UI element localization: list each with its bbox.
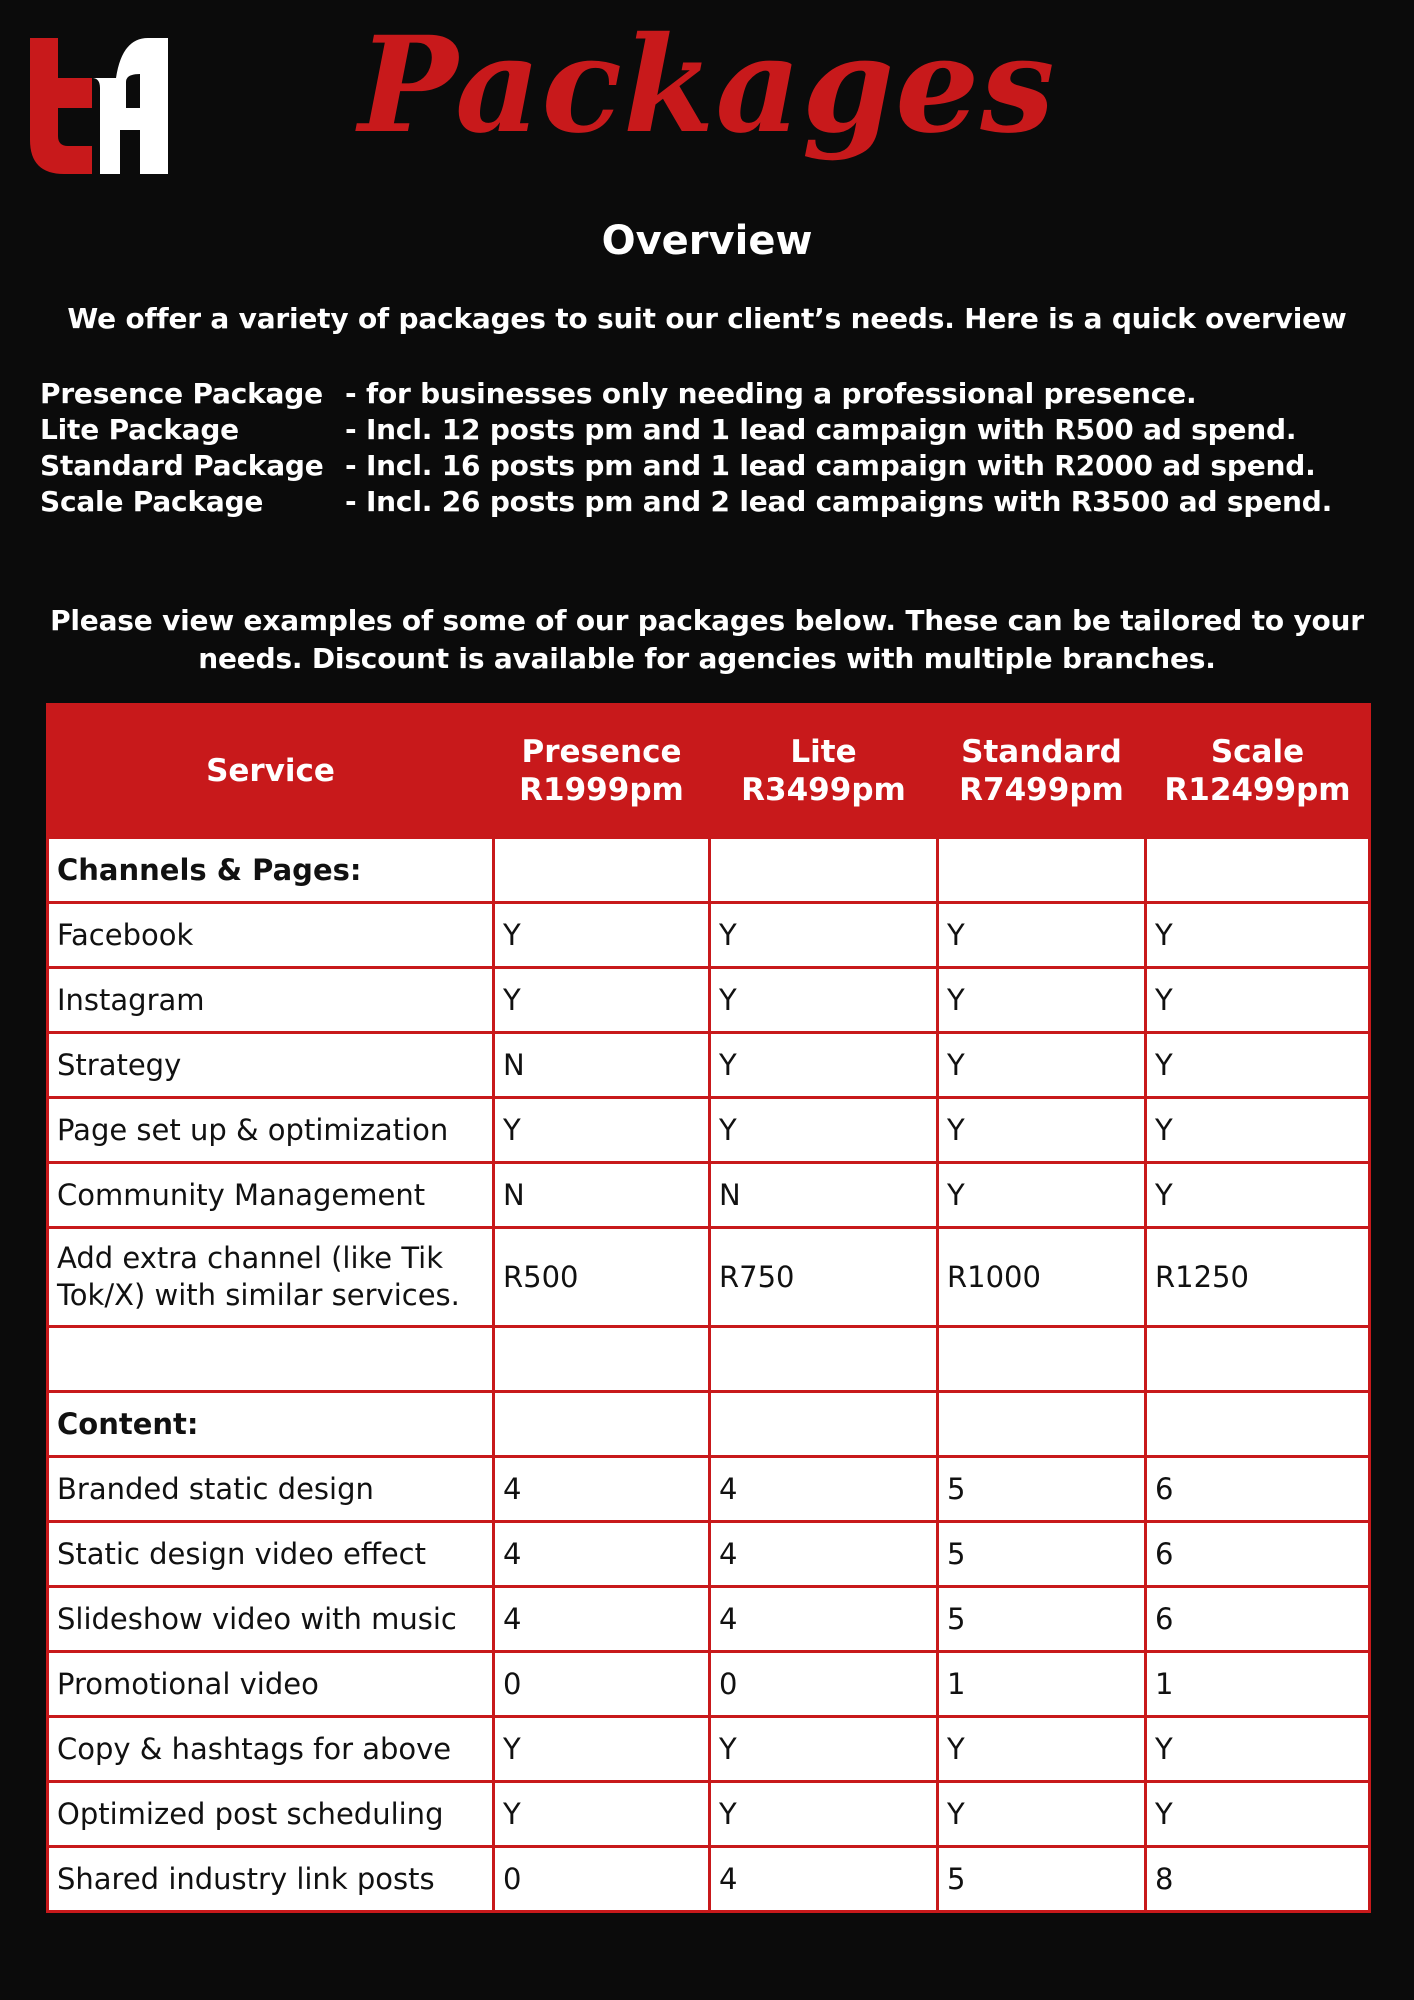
header-line: Standard: [961, 734, 1122, 770]
package-overview-item: [40, 448, 1332, 484]
package-value: [1146, 838, 1370, 903]
package-value: Y: [938, 1717, 1146, 1782]
package-value: Y: [938, 1782, 1146, 1847]
package-value: R1000: [938, 1228, 1146, 1327]
table-row: [48, 1587, 1370, 1652]
service-name: Static design video effect: [48, 1522, 494, 1587]
section-heading: Overview: [601, 218, 813, 264]
table-row: [48, 1717, 1370, 1782]
package-value: Y: [494, 1782, 710, 1847]
package-name: Scale Package: [40, 485, 264, 518]
package-description: - Incl. 16 posts pm and 1 lead campaign with R2000 ad spend.: [345, 449, 1316, 482]
package-value: Y: [1146, 903, 1370, 968]
column-header-package: [710, 705, 938, 838]
package-overview-list: [40, 376, 1332, 520]
package-value: Y: [938, 968, 1146, 1033]
package-value: 5: [938, 1587, 1146, 1652]
package-value: Y: [1146, 968, 1370, 1033]
package-value: R1250: [1146, 1228, 1370, 1327]
table-row: [48, 1163, 1370, 1228]
table-row: [48, 1228, 1370, 1327]
package-value: Y: [494, 1098, 710, 1163]
table-row: [48, 1098, 1370, 1163]
package-value: 5: [938, 1522, 1146, 1587]
package-value: Y: [494, 903, 710, 968]
package-value: Y: [1146, 1098, 1370, 1163]
package-value: 4: [710, 1522, 938, 1587]
column-header-service: [48, 705, 494, 838]
service-name: Shared industry link posts: [48, 1847, 494, 1912]
package-value: [1146, 1327, 1370, 1392]
service-name: [48, 1327, 494, 1392]
package-value: 4: [710, 1587, 938, 1652]
header-price: R1999pm: [519, 772, 684, 808]
package-value: [494, 1392, 710, 1457]
package-value: Y: [1146, 1717, 1370, 1782]
service-name: Branded static design: [48, 1457, 494, 1522]
package-name: Lite Package: [40, 413, 239, 446]
table-row: [48, 1457, 1370, 1522]
table-row: [48, 1782, 1370, 1847]
package-value: Y: [1146, 1782, 1370, 1847]
package-description: - Incl. 26 posts pm and 2 lead campaigns with R3500 ad spend.: [345, 485, 1333, 518]
package-value: [938, 1327, 1146, 1392]
column-header-package: [938, 705, 1146, 838]
package-value: Y: [710, 1098, 938, 1163]
table-row: [48, 1522, 1370, 1587]
package-value: 4: [494, 1457, 710, 1522]
service-name: Community Management: [48, 1163, 494, 1228]
service-name: Facebook: [48, 903, 494, 968]
package-value: [710, 1392, 938, 1457]
service-name: Optimized post scheduling: [48, 1782, 494, 1847]
service-name: Promotional video: [48, 1652, 494, 1717]
service-name: Strategy: [48, 1033, 494, 1098]
package-value: 4: [494, 1587, 710, 1652]
table-row: [48, 838, 1370, 903]
package-value: N: [494, 1033, 710, 1098]
package-value: 8: [1146, 1847, 1370, 1912]
packages-table: [46, 703, 1371, 1913]
package-value: 0: [710, 1652, 938, 1717]
table-row: [48, 1327, 1370, 1392]
table-row: [48, 968, 1370, 1033]
package-value: 1: [938, 1652, 1146, 1717]
table-header: [48, 705, 1370, 838]
table-row: [48, 1652, 1370, 1717]
section-label: Content:: [48, 1392, 494, 1457]
package-value: [494, 838, 710, 903]
package-description: - Incl. 12 posts pm and 1 lead campaign with R500 ad spend.: [345, 413, 1297, 446]
packages-table-wrapper: [46, 703, 1368, 1913]
table-body: [48, 838, 1370, 1912]
package-value: Y: [938, 1033, 1146, 1098]
header-line: Scale: [1210, 734, 1305, 770]
package-value: 4: [494, 1522, 710, 1587]
package-value: Y: [938, 903, 1146, 968]
service-name: Copy & hashtags for above: [48, 1717, 494, 1782]
service-name: Add extra channel (like Tik Tok/X) with similar services.: [48, 1228, 494, 1327]
package-value: [938, 1392, 1146, 1457]
service-name: Instagram: [48, 968, 494, 1033]
package-value: N: [710, 1163, 938, 1228]
service-name: Slideshow video with music: [48, 1587, 494, 1652]
table-row: [48, 903, 1370, 968]
package-value: Y: [1146, 1033, 1370, 1098]
tailoring-note: Please view examples of some of our packages below. These can be tailored to your needs. Discount is available for agencies with multiple branches.: [50, 604, 1364, 675]
package-value: 6: [1146, 1457, 1370, 1522]
package-value: [494, 1327, 710, 1392]
page-title: Packages: [358, 8, 1056, 163]
package-value: 6: [1146, 1522, 1370, 1587]
header-line: Lite: [790, 734, 857, 770]
package-value: N: [494, 1163, 710, 1228]
package-value: R500: [494, 1228, 710, 1327]
package-value: Y: [938, 1098, 1146, 1163]
package-value: 5: [938, 1457, 1146, 1522]
column-header-package: [494, 705, 710, 838]
header-line: Presence: [521, 734, 682, 770]
package-value: Y: [710, 968, 938, 1033]
header-price: R12499pm: [1164, 772, 1351, 808]
package-value: 6: [1146, 1587, 1370, 1652]
package-value: Y: [494, 1717, 710, 1782]
package-value: 1: [1146, 1652, 1370, 1717]
package-value: Y: [1146, 1163, 1370, 1228]
package-description: - for businesses only needing a professional presence.: [345, 377, 1197, 410]
header-row: [48, 705, 1370, 838]
package-value: 4: [710, 1457, 938, 1522]
package-value: Y: [494, 968, 710, 1033]
package-name: Standard Package: [40, 449, 324, 482]
package-overview-item: [40, 412, 1332, 448]
table-row: [48, 1392, 1370, 1457]
package-value: 5: [938, 1847, 1146, 1912]
package-name: Presence Package: [40, 377, 323, 410]
package-value: [710, 838, 938, 903]
package-value: 0: [494, 1847, 710, 1912]
package-value: Y: [710, 1782, 938, 1847]
section-label: Channels & Pages:: [48, 838, 494, 903]
package-value: 4: [710, 1847, 938, 1912]
package-value: Y: [938, 1163, 1146, 1228]
package-value: [938, 838, 1146, 903]
package-value: R750: [710, 1228, 938, 1327]
table-row: [48, 1847, 1370, 1912]
header-price: R3499pm: [741, 772, 906, 808]
table-row: [48, 1033, 1370, 1098]
package-value: Y: [710, 1033, 938, 1098]
column-header-package: [1146, 705, 1370, 838]
package-value: [1146, 1392, 1370, 1457]
package-value: Y: [710, 903, 938, 968]
package-value: 0: [494, 1652, 710, 1717]
package-overview-item: [40, 484, 1332, 520]
package-value: Y: [710, 1717, 938, 1782]
intro-text: We offer a variety of packages to suit our client’s needs. Here is a quick overview: [67, 302, 1347, 335]
header-price: R7499pm: [959, 772, 1124, 808]
package-overview-item: [40, 376, 1332, 412]
service-name: Page set up & optimization: [48, 1098, 494, 1163]
header-line: Service: [206, 753, 335, 789]
package-value: [710, 1327, 938, 1392]
